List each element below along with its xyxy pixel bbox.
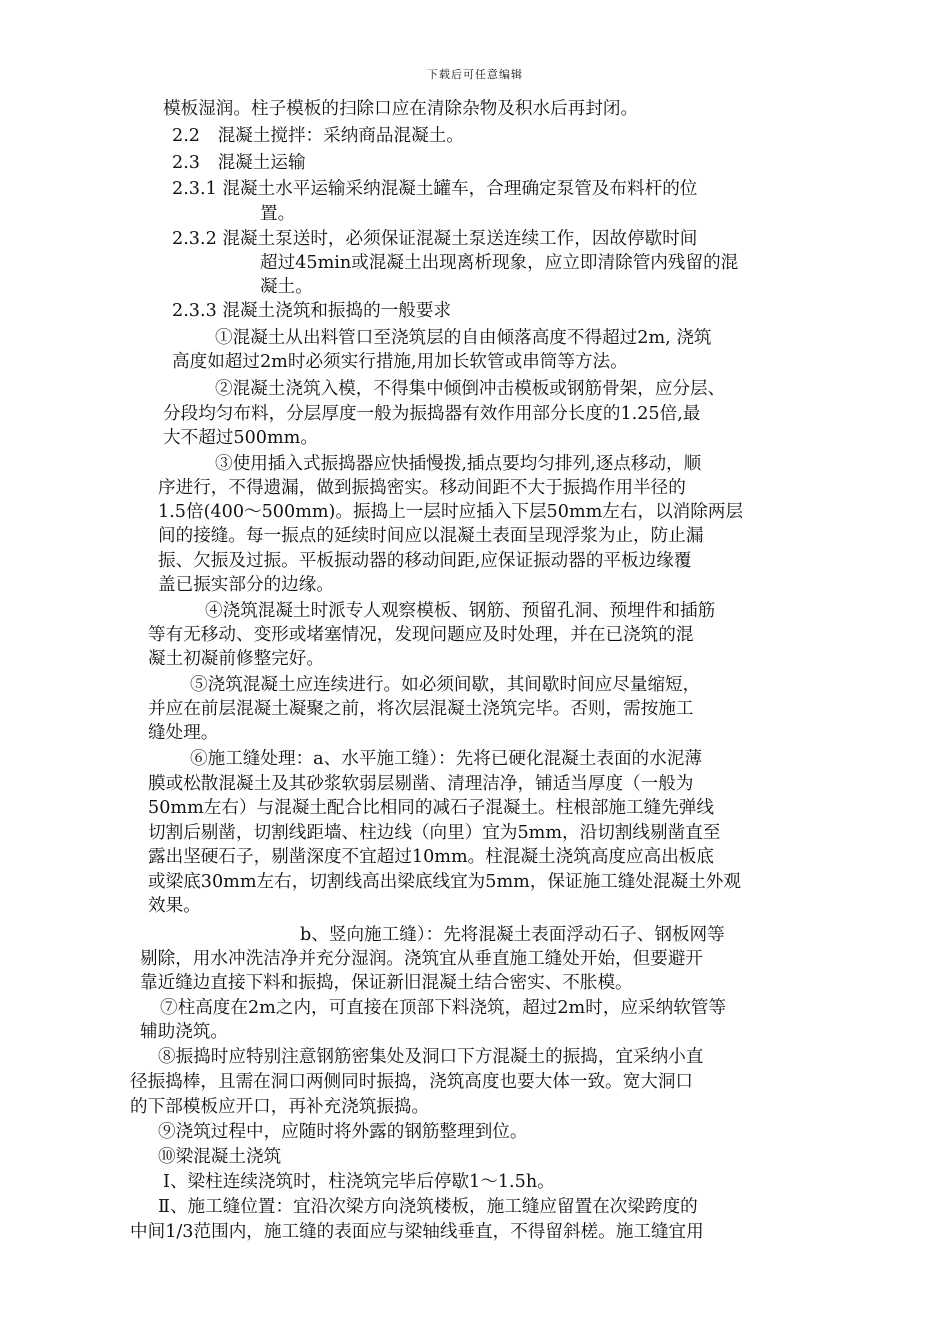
text-line: 分段均匀布料，分层厚度一般为振捣器有效作用部分长度的1.25倍,最	[163, 404, 701, 424]
text-line: 置。	[260, 204, 296, 224]
text-line: 切割后剔凿，切割线距墙、柱边线（向里）宜为5mm，沿切割线剔凿直至	[148, 823, 721, 843]
text-line: 中间1/3范围内，施工缝的表面应与梁轴线垂直，不得留斜槎。施工缝宜用	[130, 1222, 704, 1242]
text-line: 序进行，不得遗漏，做到振捣密实。移动间距不大于振捣作用半径的	[158, 478, 686, 498]
text-line: ②混凝土浇筑入模，不得集中倾倒冲击模板或钢筋骨架，应分层、	[215, 379, 726, 399]
text-line: 模板湿润。柱子模板的扫除口应在清除杂物及积水后再封闭。	[163, 99, 639, 119]
text-line: 等有无移动、变形或堵塞情况，发现问题应及时处理，并在已浇筑的混	[148, 625, 694, 645]
text-line: Ⅱ、施工缝位置：宜沿次梁方向浇筑楼板，施工缝应留置在次梁跨度的	[158, 1197, 698, 1217]
text-line: 间的接缝。每一振点的延续时间应以混凝土表面呈现浮浆为止，防止漏	[158, 526, 704, 546]
text-line: 露出坚硬石子，剔凿深度不宜超过10mm。柱混凝土浇筑高度应高出板底	[148, 847, 714, 867]
text-line: b、竖向施工缝）：先将混凝土表面浮动石子、钢板网等	[300, 925, 725, 945]
text-line: 效果。	[148, 896, 201, 916]
text-line: 凝土初凝前修整完好。	[148, 649, 324, 669]
text-line: Ⅰ、梁柱连续浇筑时，柱浇筑完毕后停歇1～1.5h。	[163, 1172, 555, 1192]
text-line: 大不超过500mm。	[163, 428, 318, 448]
text-line: 膜或松散混凝土及其砂浆软弱层剔凿、清理洁净，铺适当厚度（一般为	[148, 774, 694, 794]
text-line: 辅助浇筑。	[140, 1022, 228, 1042]
text-line: 2.3.3 混凝土浇筑和振捣的一般要求	[172, 301, 452, 321]
text-line: 超过45min或混凝土出现离析现象，应立即清除管内残留的混	[260, 253, 739, 273]
text-line: 缝处理。	[148, 723, 219, 743]
text-line: ①混凝土从出料管口至浇筑层的自由倾落高度不得超过2m, 浇筑	[215, 328, 712, 348]
text-line: 振、欠振及过振。平板振动器的移动间距,应保证振动器的平板边缘覆	[158, 551, 692, 571]
text-line: 剔除，用水冲洗洁净并充分湿润。浇筑宜从垂直施工缝处开始，但要避开	[140, 949, 704, 969]
text-line: ⑧振捣时应特别注意钢筋密集处及洞口下方混凝土的振捣，宜采纳小直	[158, 1047, 704, 1067]
text-line: 1.5倍(400～500mm)。振捣上一层时应插入下层50mm左右，以消除两层	[158, 502, 744, 522]
text-line: ⑩梁混凝土浇筑	[158, 1147, 282, 1167]
text-line: 2.3.2 混凝土泵送时，必须保证混凝土泵送连续工作，因故停歇时间	[172, 229, 698, 249]
text-line: 并应在前层混凝土凝聚之前，将次层混凝土浇筑完毕。否则，需按施工	[148, 699, 694, 719]
text-line: ⑥施工缝处理：a、水平施工缝）：先将已硬化混凝土表面的水泥薄	[190, 749, 702, 769]
text-line: 盖已振实部分的边缘。	[158, 575, 334, 595]
text-line: ⑤浇筑混凝土应连续进行。如必须间歇，其间歇时间应尽量缩短，	[190, 675, 701, 695]
text-line: ④浇筑混凝土时派专人观察模板、钢筋、预留孔洞、预埋件和插筋	[205, 601, 716, 621]
text-line: 2.3 混凝土运输	[172, 153, 306, 173]
text-line: 2.2 混凝土搅拌：采纳商品混凝土。	[172, 126, 464, 146]
text-line: 2.3.1 混凝土水平运输采纳混凝土罐车，合理确定泵管及布料杆的位	[172, 179, 698, 199]
text-line: 径振捣棒，且需在洞口两侧同时振捣，浇筑高度也要大体一致。宽大洞口	[130, 1072, 694, 1092]
text-line: 的下部模板应开口，再补充浇筑振捣。	[130, 1097, 430, 1117]
text-line: 或梁底30mm左右，切割线高出梁底线宜为5mm，保证施工缝处混凝土外观	[148, 872, 741, 892]
text-line: ③使用插入式振捣器应快插慢拨,插点要均匀排列,逐点移动，顺	[215, 454, 702, 474]
text-line: 高度如超过2m时必须实行措施,用加长软管或串筒等方法。	[172, 352, 628, 372]
page-header: 下载后可任意编辑	[427, 68, 523, 81]
text-line: 50mm左右）与混凝土配合比相同的减石子混凝土。柱根部施工缝先弹线	[148, 798, 714, 818]
text-line: 靠近缝边直接下料和振捣，保证新旧混凝土结合密实、不胀模。	[140, 973, 633, 993]
text-line: 凝土。	[260, 277, 313, 297]
text-line: ⑨浇筑过程中，应随时将外露的钢筋整理到位。	[158, 1122, 528, 1142]
text-line: ⑦柱高度在2m之内，可直接在顶部下料浇筑，超过2m时，应采纳软管等	[160, 998, 726, 1018]
